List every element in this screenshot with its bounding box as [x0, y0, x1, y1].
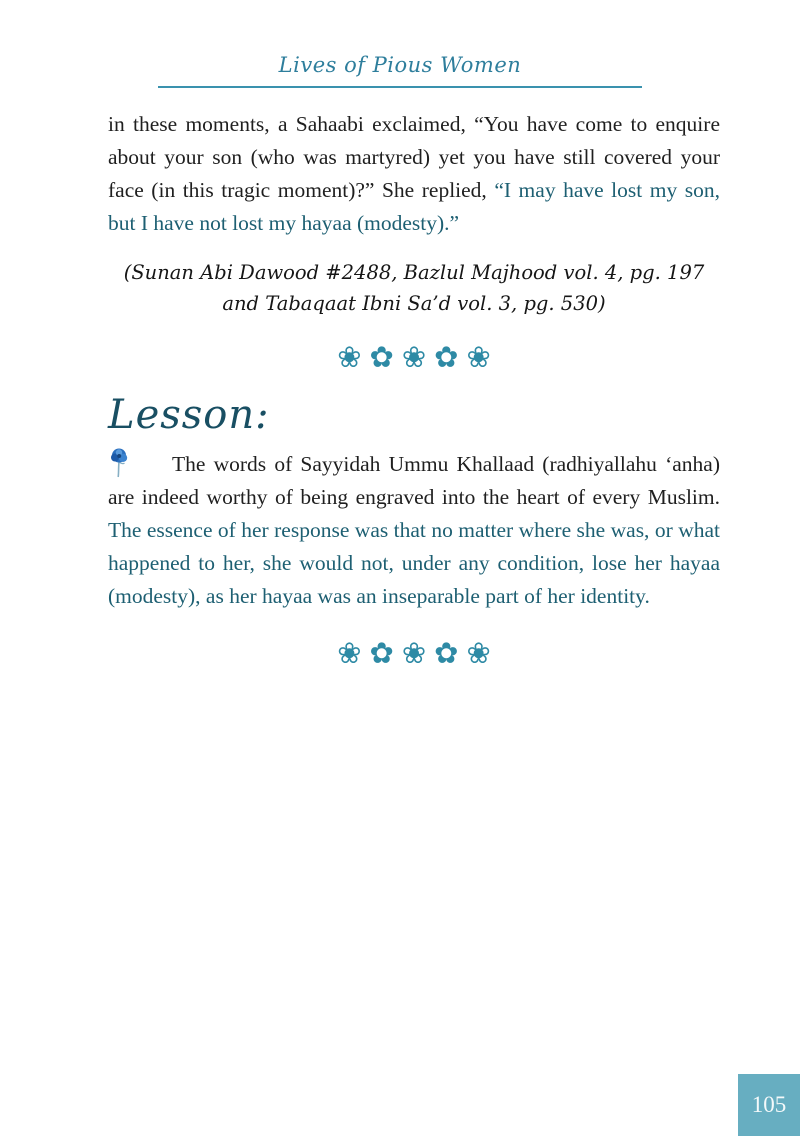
lesson-text: The words of Sayyidah Ummu Khallaad (radhiyallahu ‘anha) are indeed worthy of being engraved into the heart of every Muslim. [108, 452, 720, 509]
header-rule [158, 86, 642, 88]
page-number-badge [738, 1074, 800, 1136]
running-header-title: Lives of Pious Women [278, 53, 522, 77]
lesson-heading: Lesson: [108, 392, 270, 438]
story-quote-teal: “I may have lost my son, but I have not lost my hayaa (modesty).” [108, 178, 720, 235]
lesson-paragraph [108, 447, 720, 613]
florette-outline-icon: ❀ [337, 636, 362, 670]
blue-rose-icon [108, 447, 130, 479]
florette-outline-icon: ❀ [401, 340, 427, 374]
page-number: 105 [751, 1092, 787, 1117]
florette-filled-icon: ✿ [369, 340, 394, 374]
page-content [108, 108, 720, 669]
page-header [0, 0, 800, 88]
flower-ornament-bottom [108, 637, 720, 669]
florette-outline-icon: ❀ [466, 340, 491, 374]
florette-filled-icon: ✿ [434, 340, 459, 374]
florette-outline-icon: ❀ [401, 636, 427, 670]
story-text: in these moments, a Sahaabi exclaimed, “You have come to enquire about your son (who was martyred) yet you have still covered your face (in this tragic moment)?” She replied, [108, 112, 720, 202]
story-paragraph [108, 108, 720, 240]
florette-filled-icon: ✿ [434, 636, 459, 670]
lesson-text-teal: The essence of her response was that no matter where she was, or what happened to her, she would not, under any condition, lose her hayaa (modesty), as her hayaa was an inseparable part of her identity. [108, 518, 720, 608]
florette-outline-icon: ❀ [337, 340, 362, 374]
citation: (Sunan Abi Dawood #2488, Bazlul Majhood vol. 4, pg. 197 and Tabaqaat Ibni Sa’d vol. 3, pg. 530) [123, 261, 705, 315]
flower-ornament-top [108, 341, 720, 373]
florette-outline-icon: ❀ [466, 636, 491, 670]
florette-filled-icon: ✿ [369, 636, 394, 670]
